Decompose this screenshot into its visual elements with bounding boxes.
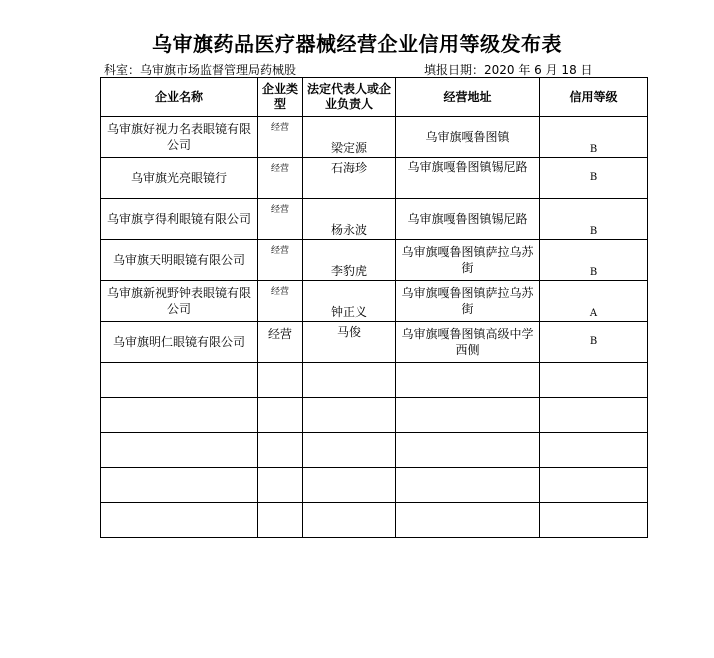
company-name: 乌审旗天明眼镜有限公司 xyxy=(101,240,258,281)
company-address: 乌审旗嘎鲁图镇高级中学西侧 xyxy=(396,322,540,363)
company-type: 经营 xyxy=(258,281,303,322)
empty-cell xyxy=(258,363,303,398)
empty-cell xyxy=(303,363,396,398)
credit-grade: B xyxy=(540,240,648,281)
empty-cell xyxy=(101,468,258,503)
company-address: 乌审旗嘎鲁图镇锡尼路 xyxy=(396,199,540,240)
empty-cell xyxy=(101,433,258,468)
empty-cell xyxy=(540,503,648,538)
company-rep: 梁定源 xyxy=(303,117,396,158)
department-label: 科室：乌审旗市场监督管理局药械股 xyxy=(104,63,297,77)
empty-cell xyxy=(101,363,258,398)
empty-cell xyxy=(303,503,396,538)
empty-cell xyxy=(303,398,396,433)
empty-cell xyxy=(101,398,258,433)
company-name: 乌审旗光亮眼镜行 xyxy=(101,158,258,199)
empty-cell xyxy=(258,433,303,468)
table-row xyxy=(101,117,648,158)
empty-row xyxy=(101,398,648,433)
empty-cell xyxy=(303,468,396,503)
empty-row xyxy=(101,433,648,468)
company-name: 乌审旗好视力名表眼镜有限公司 xyxy=(101,117,258,158)
empty-cell xyxy=(101,503,258,538)
company-rep: 马俊 xyxy=(303,322,396,363)
header-type: 企业类型 xyxy=(258,78,303,117)
table-row xyxy=(101,322,648,363)
date-label: 填报日期：2020 年 6 月 18 日 xyxy=(424,63,593,77)
header-grade: 信用等级 xyxy=(540,78,648,117)
header-rep: 法定代表人或企业负责人 xyxy=(303,78,396,117)
empty-cell xyxy=(396,468,540,503)
company-rep: 石海珍 xyxy=(303,158,396,199)
empty-cell xyxy=(540,433,648,468)
credit-grade: B xyxy=(540,117,648,158)
table-row xyxy=(101,199,648,240)
credit-grade: B xyxy=(540,158,648,199)
empty-cell xyxy=(258,503,303,538)
company-rep: 钟正义 xyxy=(303,281,396,322)
empty-cell xyxy=(396,398,540,433)
empty-cell xyxy=(540,468,648,503)
empty-cell xyxy=(396,363,540,398)
company-address: 乌审旗嘎鲁图镇萨拉乌苏街 xyxy=(396,240,540,281)
table-row xyxy=(101,240,648,281)
empty-cell xyxy=(540,398,648,433)
company-address: 乌审旗嘎鲁图镇萨拉乌苏街 xyxy=(396,281,540,322)
company-address: 乌审旗嘎鲁图镇锡尼路 xyxy=(396,158,540,199)
table-row xyxy=(101,158,648,199)
company-type: 经营 xyxy=(258,240,303,281)
table-row xyxy=(101,281,648,322)
company-rep: 李豹虎 xyxy=(303,240,396,281)
header-address: 经营地址 xyxy=(396,78,540,117)
company-name: 乌审旗亨得利眼镜有限公司 xyxy=(101,199,258,240)
company-name: 乌审旗明仁眼镜有限公司 xyxy=(101,322,258,363)
page-title: 乌审旗药品医疗器械经营企业信用等级发布表 xyxy=(152,32,562,56)
empty-row xyxy=(101,468,648,503)
header-row xyxy=(101,78,648,117)
company-type: 经营 xyxy=(258,322,303,363)
empty-cell xyxy=(396,503,540,538)
company-type: 经营 xyxy=(258,199,303,240)
empty-cell xyxy=(303,433,396,468)
company-type: 经营 xyxy=(258,117,303,158)
empty-cell xyxy=(540,363,648,398)
credit-grade: A xyxy=(540,281,648,322)
empty-cell xyxy=(258,468,303,503)
empty-cell xyxy=(258,398,303,433)
empty-row xyxy=(101,363,648,398)
header-name: 企业名称 xyxy=(101,78,258,117)
company-name: 乌审旗新视野钟表眼镜有限公司 xyxy=(101,281,258,322)
credit-grade: B xyxy=(540,199,648,240)
empty-row xyxy=(101,503,648,538)
company-address: 乌审旗嘎鲁图镇 xyxy=(396,117,540,158)
company-rep: 杨永波 xyxy=(303,199,396,240)
company-type: 经营 xyxy=(258,158,303,199)
credit-table xyxy=(100,77,648,538)
credit-grade: B xyxy=(540,322,648,363)
empty-cell xyxy=(396,433,540,468)
